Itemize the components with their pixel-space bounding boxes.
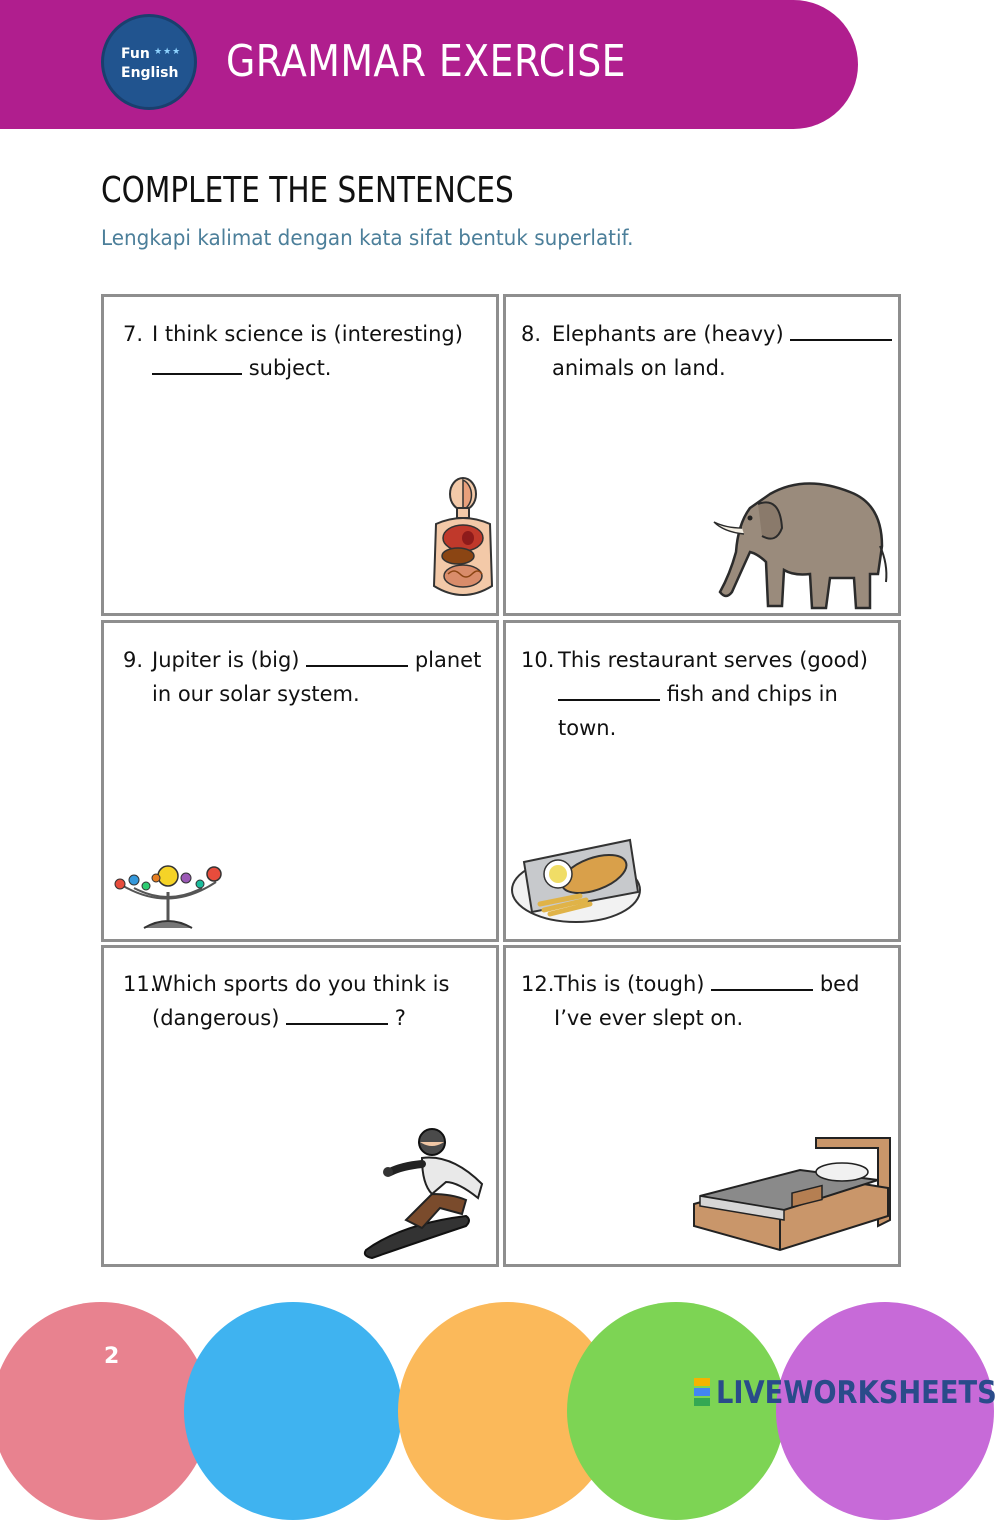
page-number: 2	[104, 1344, 120, 1369]
question-line	[552, 317, 892, 351]
question-line	[558, 677, 838, 711]
question-text: Jupiter is (big)	[152, 648, 300, 672]
human-anatomy-icon	[428, 476, 498, 610]
liveworksheets-logo-icon	[694, 1378, 710, 1406]
footer-circle-green	[567, 1302, 785, 1520]
question-number: 8.	[521, 322, 542, 346]
question-text: Which sports do you think is	[152, 972, 450, 996]
question-text: This is (tough)	[554, 972, 705, 996]
fish-and-chips-icon	[510, 834, 644, 926]
question-line	[152, 351, 331, 385]
question-line	[152, 643, 481, 677]
question-line	[152, 317, 463, 351]
question-text: This restaurant serves (good)	[558, 648, 868, 672]
logo-stars: ★★★	[154, 47, 182, 57]
question-text: planet	[414, 648, 482, 672]
question-number: 12.	[521, 972, 555, 996]
question-number: 11.	[123, 972, 157, 996]
question-text: (dangerous)	[152, 1006, 280, 1030]
question-number: 10.	[521, 648, 555, 672]
question-text: I’ve ever slept on.	[554, 1006, 744, 1030]
elephant-icon	[710, 474, 892, 612]
question-text: bed	[819, 972, 860, 996]
snowboarder-icon	[362, 1124, 492, 1260]
section-heading: COMPLETE THE SENTENCES	[101, 170, 514, 211]
question-line	[152, 1001, 406, 1035]
question-text: in our solar system.	[152, 682, 360, 706]
answer-blank-9[interactable]	[306, 647, 408, 667]
brand-text: LIVEWORKSHEETS	[716, 1375, 997, 1411]
question-text: ?	[394, 1006, 406, 1030]
liveworksheets-brand[interactable]	[716, 1375, 997, 1411]
logo-line1: Fun	[121, 46, 150, 62]
answer-blank-12[interactable]	[711, 971, 813, 991]
answer-blank-10[interactable]	[558, 681, 660, 701]
question-line	[554, 967, 859, 1001]
page-title: GRAMMAR EXERCISE	[226, 36, 627, 87]
question-text: subject.	[248, 356, 332, 380]
answer-blank-8[interactable]	[790, 321, 892, 341]
section-instruction: Lengkapi kalimat dengan kata sifat bentuk superlatif.	[101, 226, 634, 250]
question-text: Elephants are (heavy)	[552, 322, 784, 346]
question-number: 9.	[123, 648, 144, 672]
question-text: animals on land.	[552, 356, 726, 380]
footer-circle-blue	[184, 1302, 402, 1520]
footer-circle-pink	[0, 1302, 210, 1520]
question-number: 7.	[123, 322, 144, 346]
bed-icon	[692, 1134, 894, 1258]
question-text: I think science is (interesting)	[152, 322, 463, 346]
question-text: fish and chips in	[666, 682, 838, 706]
solar-system-model-icon	[110, 862, 226, 932]
answer-blank-7[interactable]	[152, 355, 242, 375]
logo-line2: English	[121, 65, 179, 81]
question-text: town.	[558, 716, 617, 740]
answer-blank-11[interactable]	[286, 1005, 388, 1025]
footer-circle-purple	[776, 1302, 994, 1520]
fun-english-logo	[101, 14, 197, 110]
